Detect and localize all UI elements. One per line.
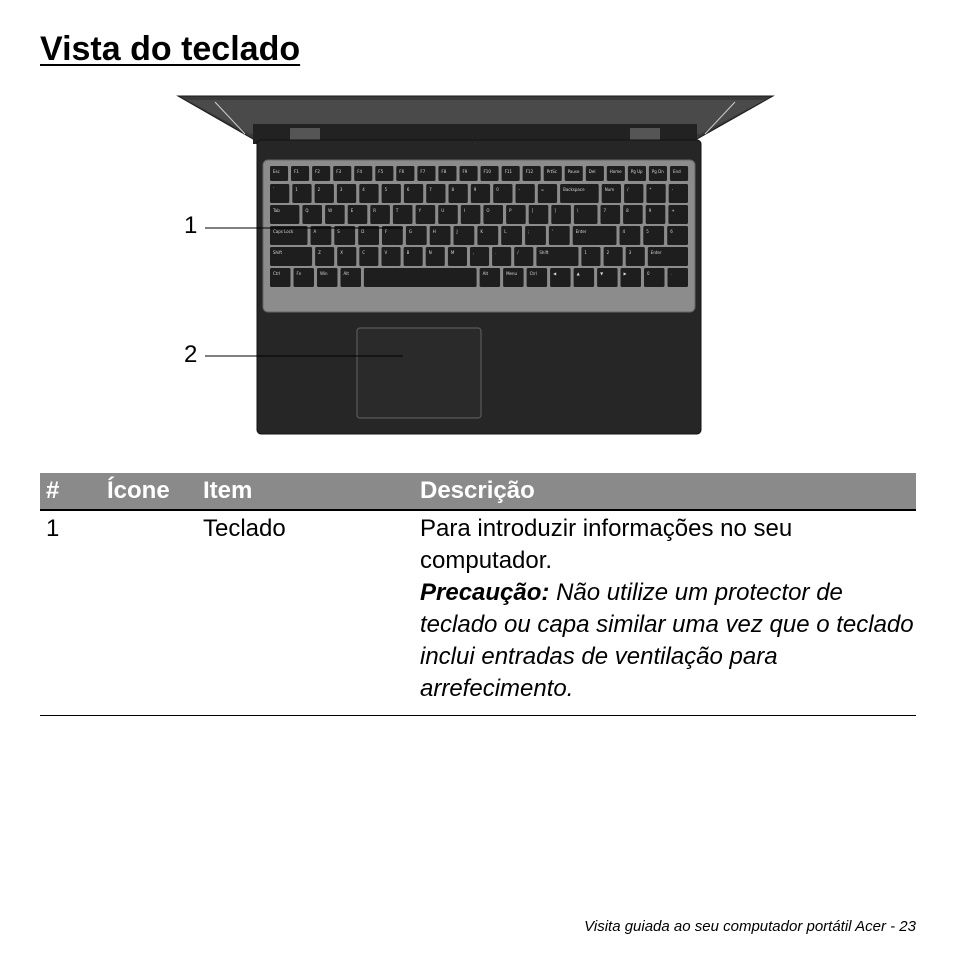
keyboard-key-label: 6	[670, 229, 673, 234]
keyboard-key-label: F6	[399, 169, 405, 174]
keyboard-key-label: -	[671, 187, 674, 192]
keyboard-key-label: F4	[357, 169, 363, 174]
keyboard-key-label: R	[373, 208, 377, 213]
keyboard-key-label: 4	[362, 187, 365, 192]
keyboard-key-label: Ctrl	[529, 271, 537, 276]
keyboard-key-label: F1	[294, 169, 299, 174]
keyboard-key-label: 3	[339, 187, 343, 192]
keyboard-key-label: F11	[504, 169, 512, 174]
keyboard-key-label: Pause	[567, 169, 580, 174]
keyboard-key-label: E	[350, 208, 354, 213]
keyboard-key-label: 4	[622, 229, 626, 234]
keyboard-key-label: ▶	[623, 271, 627, 276]
header-description: Descrição	[414, 473, 916, 510]
keyboard-key-label: W	[328, 208, 333, 213]
keyboard-key-label: 7	[429, 187, 432, 192]
keyboard-key-label: H	[432, 229, 436, 234]
keyboard-key-label: F9	[462, 169, 468, 174]
keyboard-key-label: I	[463, 208, 465, 213]
callout-label-1: 1	[184, 212, 198, 239]
keyboard-key-label: Tab	[273, 208, 280, 213]
keyboard-key-label: S	[337, 229, 340, 234]
keyboard-key-label: 8	[626, 208, 629, 213]
keyboard-key-label: F5	[378, 169, 384, 174]
keyboard-key-label: Esc	[273, 169, 280, 174]
keyboard-key-label: =	[540, 187, 545, 192]
keyboard-key-label: Caps Lock	[273, 229, 294, 234]
table-row	[40, 510, 916, 716]
keyboard-key-label: G	[408, 229, 413, 234]
keyboard-key-label: Win	[320, 271, 328, 276]
header-icon: Ícone	[101, 473, 197, 510]
keyboard-key-label: J	[456, 229, 458, 234]
keyboard-key-label: F2	[315, 169, 320, 174]
row-number: 1	[40, 510, 101, 716]
keyboard-key-label: Backspace	[563, 187, 585, 192]
keyboard-key-label: 3	[628, 250, 632, 255]
keyboard-key-label: F12	[525, 169, 533, 174]
keyboard-key-label: O	[486, 208, 490, 213]
keyboard-key-label: Pg Up	[630, 169, 643, 174]
keyboard-key-label: Alt	[343, 271, 349, 276]
keyboard-key-label: Enter	[650, 250, 662, 255]
keyboard-key-label: T	[395, 208, 399, 213]
header-number: #	[40, 473, 101, 510]
keyboard-key-label: 0	[496, 187, 499, 192]
keyboard-key-label: .	[495, 250, 497, 255]
caution-label: Precaução:	[420, 579, 550, 606]
svg-text:.: .	[474, 141, 476, 145]
keyboard-spec-table	[40, 473, 916, 716]
keyboard-key-label: '	[551, 229, 554, 234]
callout-label-2: 2	[184, 341, 198, 368]
keyboard-key-label: Shift	[273, 250, 283, 255]
page-footer: Visita guiada ao seu computador portátil Acer - 23	[584, 918, 916, 935]
keyboard-key-label: +	[671, 208, 675, 213]
keyboard-key-label: 2	[606, 250, 610, 255]
keyboard-key-label: Del	[588, 169, 596, 174]
keyboard-key-label: 5	[646, 229, 649, 234]
keyboard-key-label: 7	[603, 208, 607, 213]
keyboard-key-label: D	[361, 229, 365, 234]
keyboard-key-label: Shift	[539, 250, 549, 255]
row-item: Teclado	[197, 510, 414, 716]
keyboard-key-label: Y	[418, 208, 422, 213]
keyboard-key-label: X	[340, 250, 343, 255]
keyboard-key-label: N	[428, 250, 432, 255]
keyboard-key-label: .	[670, 271, 672, 276]
keyboard-key-label: Menu	[506, 271, 518, 276]
keyboard-key-label: PrtSc	[546, 169, 557, 174]
keyboard-key-label: 8	[451, 187, 455, 192]
keyboard-key-label: Num	[604, 187, 615, 192]
keyboard-key-label: F3	[336, 169, 342, 174]
keyboard-key-label: Enter	[575, 229, 587, 234]
laptop-keyboard-illustration	[175, 94, 775, 436]
touchpad	[357, 328, 481, 418]
keyboard-key-label: \	[576, 208, 579, 213]
row-description	[414, 510, 916, 716]
keyboard-key-label: ,	[473, 250, 475, 255]
keyboard-key-label: [	[531, 208, 534, 213]
keyboard-key-label: -	[518, 187, 520, 192]
keyboard-key-label: F	[385, 229, 388, 234]
keyboard-key-label: B	[406, 250, 410, 255]
keyboard-key-label: ▲	[576, 271, 580, 276]
keyboard-key-label: 5	[384, 187, 388, 192]
keyboard-key-label: ◀	[553, 271, 557, 276]
keyboard-key-label: A	[313, 229, 317, 234]
page-title: Vista do teclado	[40, 30, 301, 68]
keyboard-key-label: 9	[473, 187, 477, 192]
row-icon	[101, 510, 197, 716]
keyboard-key-label: 1	[584, 250, 587, 255]
keyboard-key-label: V	[384, 250, 388, 255]
keyboard-key-label: /	[627, 187, 629, 192]
caution-text: Não utilize um protector de teclado ou capa similar uma vez que o teclado inclui entradas de ventilação para arrefecimento.	[420, 579, 914, 702]
keyboard-key-label: Alt	[482, 271, 489, 276]
keyboard-key-label: ;	[528, 229, 530, 234]
table-header-row	[40, 473, 916, 510]
keyboard-key-label: 1	[295, 187, 298, 192]
caution-note	[420, 577, 916, 705]
keyboard-key-label: End	[673, 169, 681, 174]
keyboard-key-label: M	[450, 250, 455, 255]
keyboard-key-label: K	[480, 229, 484, 234]
keyboard-key-label: 9	[648, 208, 652, 213]
keyboard-key-label: F8	[441, 169, 447, 174]
keyboard-key-label: `	[273, 187, 275, 192]
keyboard-key-label: Fn	[296, 271, 302, 276]
keyboard-key-label: 0	[647, 271, 650, 276]
keyboard-key-label: ]	[554, 208, 556, 213]
keyboard-key	[364, 268, 477, 287]
keyboard-key-label: Ctrl	[273, 271, 281, 276]
header-item: Item	[197, 473, 414, 510]
keyboard-key-label: ▼	[600, 271, 604, 276]
keyboard-key-label: Pg Dn	[651, 169, 664, 174]
keyboard-key-label: Q	[305, 208, 309, 213]
keyboard-key-label: 6	[406, 187, 410, 192]
keyboard-key-label: Home	[609, 169, 622, 174]
keyboard-key-label: F10	[483, 169, 491, 174]
keyboard-key-label: 2	[317, 187, 321, 192]
keyboard-key-label: P	[509, 208, 512, 213]
keyboard-key-label: Z	[318, 250, 321, 255]
keyboard-key-label: F7	[420, 169, 426, 174]
keyboard-key-label: U	[441, 208, 445, 213]
keyboard-key-label: *	[649, 187, 652, 192]
keyboard-key-label: C	[362, 250, 366, 255]
description-text: Para introduzir informações no seu computador.	[420, 515, 793, 574]
keyboard-key-label: /	[517, 250, 519, 255]
keyboard-key-label: L	[504, 229, 507, 234]
